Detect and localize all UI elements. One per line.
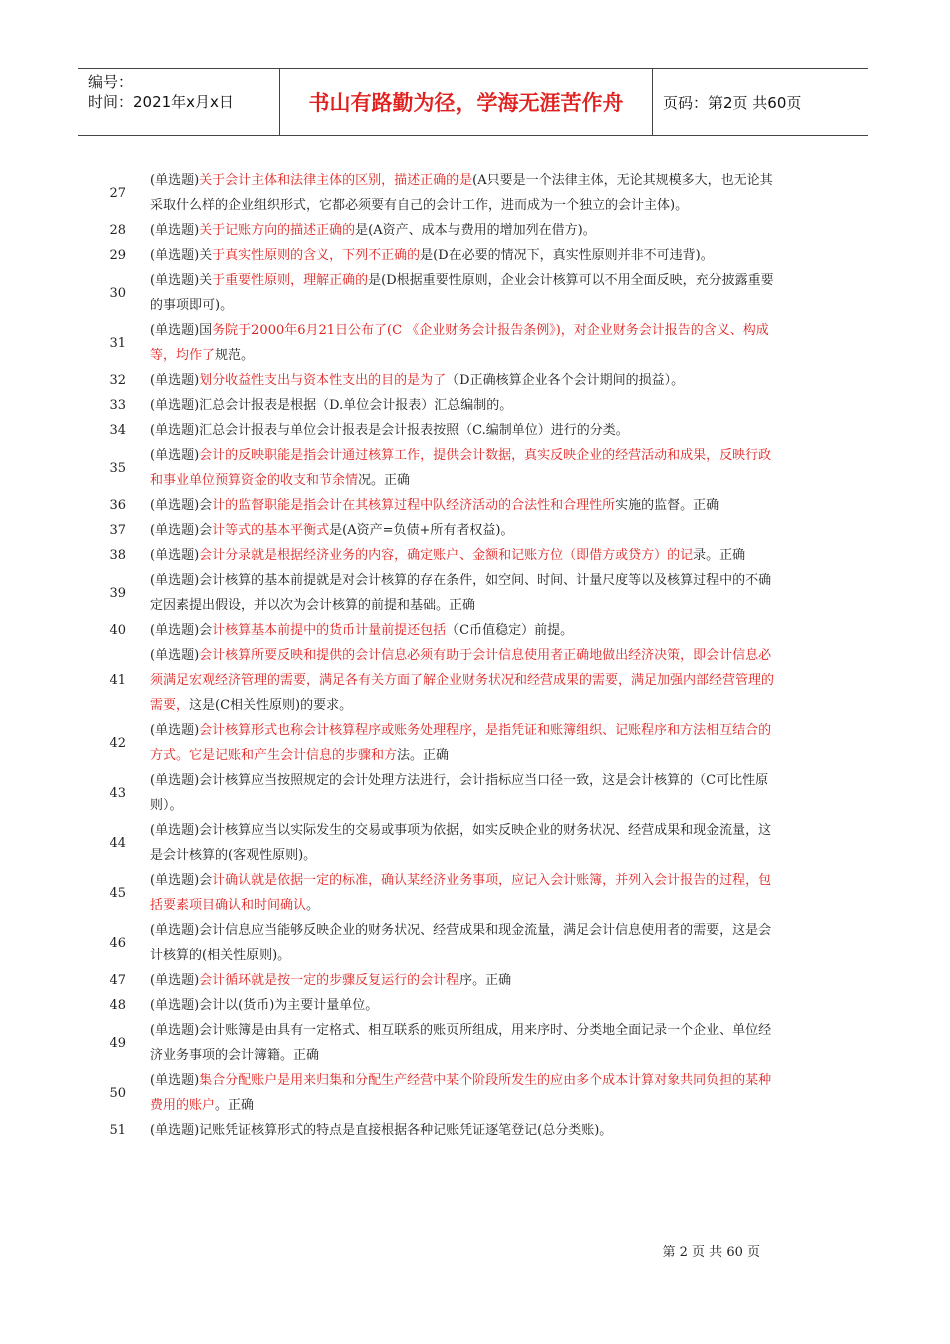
highlighted-text: 关于记账方向的描述正确的 [199, 223, 356, 238]
question-number: 40 [109, 623, 126, 638]
question-item [0, 418, 950, 443]
question-number: 46 [109, 935, 126, 951]
question-text [150, 368, 778, 393]
question-number: 48 [109, 998, 126, 1013]
question-text [150, 918, 778, 968]
page-header [78, 68, 868, 136]
plain-text: (单选题)会计以(货币)为主要计量单位。 [150, 998, 379, 1013]
question-text [150, 718, 778, 768]
plain-text: (单选题)关 [150, 248, 213, 263]
question-text [150, 618, 778, 643]
header-meta [78, 69, 280, 135]
question-number: 41 [109, 673, 126, 688]
plain-text: (单选题) [150, 548, 200, 563]
question-item [0, 618, 950, 643]
question-text [150, 443, 778, 493]
highlighted-text: 计的监督职能是指会计在其核算过程中队经济活动的合法性和合理性所 [212, 498, 616, 513]
plain-text: 是(D根据重要性原则，企业会计核算可以不用全面反映，充分披露重要的事项即可)。 [150, 273, 774, 313]
question-text [150, 568, 778, 618]
plain-text: 。 [306, 898, 320, 913]
plain-text: (单选题) [150, 448, 200, 463]
plain-text: (单选题) [150, 373, 200, 388]
question-item [0, 1118, 950, 1143]
question-text [150, 818, 778, 868]
question-number: 51 [109, 1123, 126, 1138]
question-item [0, 818, 950, 868]
question-text [150, 643, 778, 718]
question-number: 42 [109, 735, 126, 751]
highlighted-text: 于重要性原则，理解正确的 [212, 273, 369, 288]
plain-text: (单选题)关 [150, 273, 213, 288]
plain-text: (单选题)汇总会计报表是根据（D.单位会计报表）汇总编制的。 [150, 398, 513, 413]
plain-text: (单选题)汇总会计报表与单位会计报表是会计报表按照（C.编制单位）进行的分类。 [150, 423, 629, 438]
question-text [150, 393, 778, 418]
question-number: 30 [109, 285, 126, 301]
plain-text: (单选题)会计信息应当能够反映企业的财务状况、经营成果和现金流量，满足会计信息使用者的需要，这是会计核算的(相关性原则)。 [150, 923, 772, 963]
plain-text: (单选题) [150, 973, 200, 988]
question-item [0, 518, 950, 543]
question-text [150, 543, 778, 568]
question-item [0, 543, 950, 568]
plain-text: (单选题) [150, 173, 200, 188]
highlighted-text: 会计核算形式也称会计核算程序或账务处理程序，是指凭证和账簿组织、记账程序和方法相互结合的方式。它是记账和产生会计信息的步骤和方 [150, 723, 772, 763]
question-item [0, 168, 950, 218]
plain-text: 实施的监督。正确 [615, 498, 720, 513]
code-label: 编号： [88, 73, 134, 91]
question-number: 47 [109, 973, 126, 988]
question-number: 44 [109, 835, 126, 851]
question-item [0, 993, 950, 1018]
question-number: 35 [109, 460, 126, 476]
question-number: 45 [109, 885, 126, 901]
question-item [0, 318, 950, 368]
question-text [150, 418, 778, 443]
question-number: 39 [109, 585, 126, 601]
highlighted-text: 务院于2000年6月21日公布了(C 《企业财务会计报告条例》)，对企业财务会计报告的含义、构成等，均作了 [150, 323, 769, 363]
header-page-label: 页码：第2页 共60页 [663, 93, 802, 112]
plain-text: (单选题) [150, 223, 200, 238]
question-text [150, 768, 778, 818]
question-list [0, 168, 950, 1143]
question-number: 34 [109, 423, 126, 438]
highlighted-text: 计核算基本前提中的货币计量前提还包括 [212, 623, 447, 638]
question-number: 49 [109, 1035, 126, 1051]
highlighted-text: 会计核算所要反映和提供的会计信息必须有助于会计信息使用者正确地做出经济决策，即会计信息必须满足宏观经济管理的需要，满足各有关方面了解企业财务状况和经营成果的需要，满足加强内部经营管理的需要， [150, 648, 775, 713]
question-item [0, 1018, 950, 1068]
plain-text: 是(A资产=负债+所有者权益)。 [329, 523, 514, 538]
question-item [0, 918, 950, 968]
question-number: 50 [109, 1085, 126, 1101]
plain-text: (单选题)会计核算的基本前提就是对会计核算的存在条件，如空间、时间、计量尺度等以及核算过程中的不确定因素提出假设，并以次为会计核算的前提和基础。正确 [150, 573, 772, 613]
plain-text: 。正确 [215, 1098, 255, 1113]
plain-text: (单选题)会计核算应当按照规定的会计处理方法进行，会计指标应当口径一致，这是会计核算的（C可比性原则）。 [150, 773, 769, 813]
plain-text: (单选题) [150, 723, 200, 738]
question-text [150, 993, 778, 1018]
plain-text: (单选题) [150, 648, 200, 663]
page-footer: 第 2 页 共 60 页 [662, 1245, 760, 1260]
highlighted-text: 集合分配账户是用来归集和分配生产经营中某个阶段所发生的应由多个成本计算对象共同负担的某种费用的账户 [150, 1073, 772, 1113]
question-item [0, 718, 950, 768]
question-item [0, 868, 950, 918]
question-text [150, 1018, 778, 1068]
question-number: 38 [109, 548, 126, 563]
plain-text: 是(A资产、成本与费用的增加列在借方)。 [355, 223, 596, 238]
plain-text: 规范。 [215, 348, 255, 363]
question-item [0, 243, 950, 268]
question-text [150, 1068, 778, 1118]
question-text [150, 518, 778, 543]
question-item [0, 368, 950, 393]
plain-text: (单选题)会 [150, 623, 213, 638]
question-item [0, 768, 950, 818]
plain-text: (单选题)记账凭证核算形式的特点是直接根据各种记账凭证逐笔登记(总分类账)。 [150, 1123, 613, 1138]
plain-text: 序。正确 [459, 973, 512, 988]
question-number: 31 [109, 335, 126, 351]
highlighted-text: 计等式的基本平衡式 [212, 523, 330, 538]
question-item [0, 643, 950, 718]
question-text [150, 968, 778, 993]
plain-text: (单选题)国 [150, 323, 213, 338]
plain-text: (单选题)会计核算应当以实际发生的交易或事项为依据，如实反映企业的财务状况、经营成果和现金流量，这是会计核算的(客观性原则)。 [150, 823, 772, 863]
question-number: 43 [109, 785, 126, 801]
question-item [0, 568, 950, 618]
plain-text: （D正确核算企业各个会计期间的损益）。 [446, 373, 685, 388]
question-text [150, 268, 778, 318]
question-number: 33 [109, 398, 126, 413]
highlighted-text: 会计的反映职能是指会计通过核算工作，提供会计数据，真实反映企业的经营活动和成果，反映行政和事业单位预算资金的收支和节余情 [150, 448, 772, 488]
question-number: 37 [109, 523, 126, 538]
question-item [0, 1068, 950, 1118]
question-text [150, 168, 778, 218]
question-text [150, 868, 778, 918]
question-number: 36 [109, 498, 126, 513]
time-label: 时间：2021年x月x日 [88, 93, 234, 111]
plain-text: 法。正确 [397, 748, 450, 763]
question-number: 27 [109, 185, 126, 201]
plain-text: 是(D在必要的情况下，真实性原则并非不可违背)。 [420, 248, 714, 263]
question-text [150, 243, 778, 268]
plain-text: (单选题)会计账簿是由具有一定格式、相互联系的账页所组成，用来序时、分类地全面记录一个企业、单位经济业务事项的会计簿籍。正确 [150, 1023, 772, 1063]
question-number: 28 [109, 223, 126, 238]
highlighted-text: 会计分录就是根据经济业务的内容，确定账户、金额和记账方位（即借方或贷方）的记 [199, 548, 694, 563]
highlighted-text: 计确认就是依据一定的标准，确认某经济业务事项，应记入会计账簿，并列入会计报告的过程，包括要素项目确认和时间确认 [150, 873, 772, 913]
question-item [0, 393, 950, 418]
question-number: 32 [109, 373, 126, 388]
highlighted-text: 关于会计主体和法律主体的区别，描述正确的是 [199, 173, 473, 188]
plain-text: (单选题) [150, 1073, 200, 1088]
header-motto: 书山有路勤为径，学海无涯苦作舟 [280, 69, 653, 135]
highlighted-text: 于真实性原则的含义，下列不正确的 [212, 248, 421, 263]
question-item [0, 443, 950, 493]
plain-text: 况。正确 [358, 473, 411, 488]
plain-text: （C币值稳定）前提。 [446, 623, 574, 638]
highlighted-text: 划分收益性支出与资本性支出的目的是为了 [199, 373, 447, 388]
question-text [150, 318, 778, 368]
question-text [150, 493, 778, 518]
question-text [150, 218, 778, 243]
question-number: 29 [109, 248, 126, 263]
question-item [0, 968, 950, 993]
plain-text: (单选题)会 [150, 523, 213, 538]
highlighted-text: 会计循环就是按一定的步骤反复运行的会计程 [199, 973, 460, 988]
question-item [0, 493, 950, 518]
plain-text: (单选题)会 [150, 873, 213, 888]
plain-text: 录。正确 [693, 548, 746, 563]
question-text [150, 1118, 778, 1143]
question-item [0, 268, 950, 318]
question-item [0, 218, 950, 243]
plain-text: (单选题)会 [150, 498, 213, 513]
plain-text: 这是(C相关性原则)的要求。 [189, 698, 353, 713]
plain-text: (A只要是一个法律主体，无论其规模多大，也无论其采取什么样的企业组织形式，它都必须要有自己的会计工作，进而成为一个独立的会计主体)。 [150, 173, 773, 213]
